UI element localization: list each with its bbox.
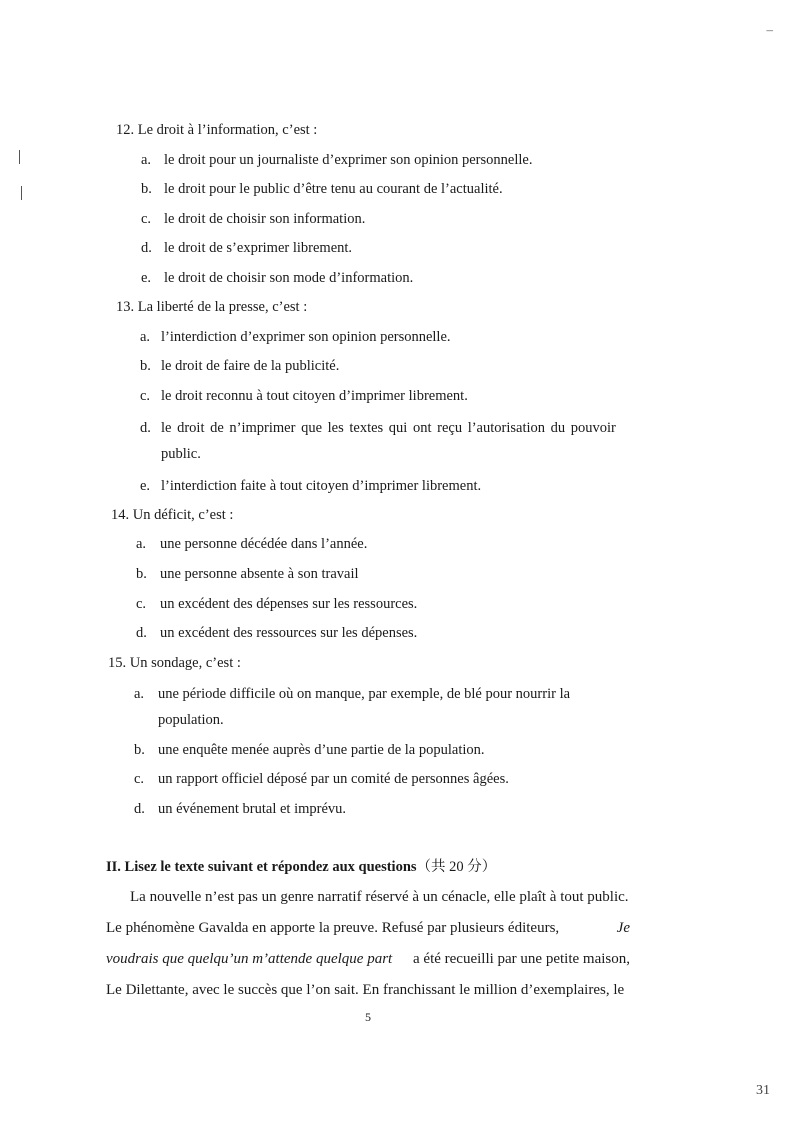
book-title-italic: voudrais que quelqu’un m’attende quelque part xyxy=(106,951,393,967)
question-stem: 12. Le droit à l’information, c’est : xyxy=(116,122,318,138)
option-key: c. xyxy=(136,596,147,612)
option-text: une personne absente à son travail xyxy=(160,566,359,582)
option-key: e. xyxy=(141,270,152,286)
question-stem: 13. La liberté de la presse, c’est : xyxy=(116,299,308,315)
option-text-continued: public. xyxy=(161,446,201,462)
option-text: un excédent des ressources sur les dépenses. xyxy=(160,625,418,641)
paragraph-line xyxy=(106,950,630,968)
option-key: b. xyxy=(141,181,152,197)
option-key: d. xyxy=(140,420,151,436)
scan-mark xyxy=(21,186,22,200)
question-stem: 14. Un déficit, c’est : xyxy=(111,507,234,523)
option-key: b. xyxy=(134,742,145,758)
option-key: d. xyxy=(136,625,147,641)
paragraph-line xyxy=(106,919,630,937)
paragraph-text: a été recueilli par une petite maison, xyxy=(413,951,630,967)
option-key: c. xyxy=(134,771,145,787)
option-text: le droit de s’exprimer librement. xyxy=(164,240,353,256)
option-text: le droit reconnu à tout citoyen d’imprimer librement. xyxy=(161,388,468,404)
option-key: b. xyxy=(136,566,147,582)
option-text: le droit de n’imprimer que les textes qui ont reçu l’autorisation du pouvoir xyxy=(161,420,616,436)
option-text: le droit pour le public d’être tenu au courant de l’actualité. xyxy=(164,181,503,197)
section-heading xyxy=(106,858,496,876)
scan-mark xyxy=(19,150,20,164)
option-text: un rapport officiel déposé par un comité de personnes âgées. xyxy=(158,771,509,787)
page-number: 5 xyxy=(365,1010,371,1024)
option-text: un événement brutal et imprévu. xyxy=(158,801,347,817)
option-text: l’interdiction faite à tout citoyen d’imprimer librement. xyxy=(161,478,482,494)
option-text: le droit de choisir son information. xyxy=(164,211,366,227)
option-key: e. xyxy=(140,478,151,494)
option-key: d. xyxy=(134,801,145,817)
option-key: a. xyxy=(134,686,145,702)
option-text: le droit de faire de la publicité. xyxy=(161,358,340,374)
option-key: a. xyxy=(141,152,152,168)
option-text: une période difficile où on manque, par exemple, de blé pour nourrir la xyxy=(158,686,571,702)
option-text-continued: population. xyxy=(158,712,224,728)
corner-mark: – xyxy=(766,22,773,37)
paragraph-text: Le phénomène Gavalda en apporte la preuve. Refusé par plusieurs éditeurs, xyxy=(106,920,560,936)
option-key: c. xyxy=(140,388,151,404)
option-key: b. xyxy=(140,358,151,374)
section-title: II. Lisez le texte suivant et répondez aux questions xyxy=(106,859,417,875)
option-key: d. xyxy=(141,240,152,256)
option-key: a. xyxy=(140,329,151,345)
option-text: une enquête menée auprès d’une partie de la population. xyxy=(158,742,485,758)
option-text: un excédent des dépenses sur les ressources. xyxy=(160,596,418,612)
option-key: a. xyxy=(136,536,147,552)
option-text: le droit pour un journaliste d’exprimer son opinion personnelle. xyxy=(164,152,533,168)
option-text: le droit de choisir son mode d’information. xyxy=(164,270,414,286)
paragraph-line: Le Dilettante, avec le succès que l’on sait. En franchissant le million d’exemplaires, le xyxy=(106,982,625,998)
option-key: c. xyxy=(141,211,152,227)
scan-page-number: 31 xyxy=(756,1083,770,1098)
section-points: （共 20 分） xyxy=(416,859,497,875)
question-stem: 15. Un sondage, c’est : xyxy=(108,655,241,671)
paragraph-line: La nouvelle n’est pas un genre narratif réservé à un cénacle, elle plaît à tout public. xyxy=(130,889,629,905)
option-text: l’interdiction d’exprimer son opinion personnelle. xyxy=(161,329,451,345)
option-text: une personne décédée dans l’année. xyxy=(160,536,368,552)
book-title-italic: Je xyxy=(616,920,630,936)
